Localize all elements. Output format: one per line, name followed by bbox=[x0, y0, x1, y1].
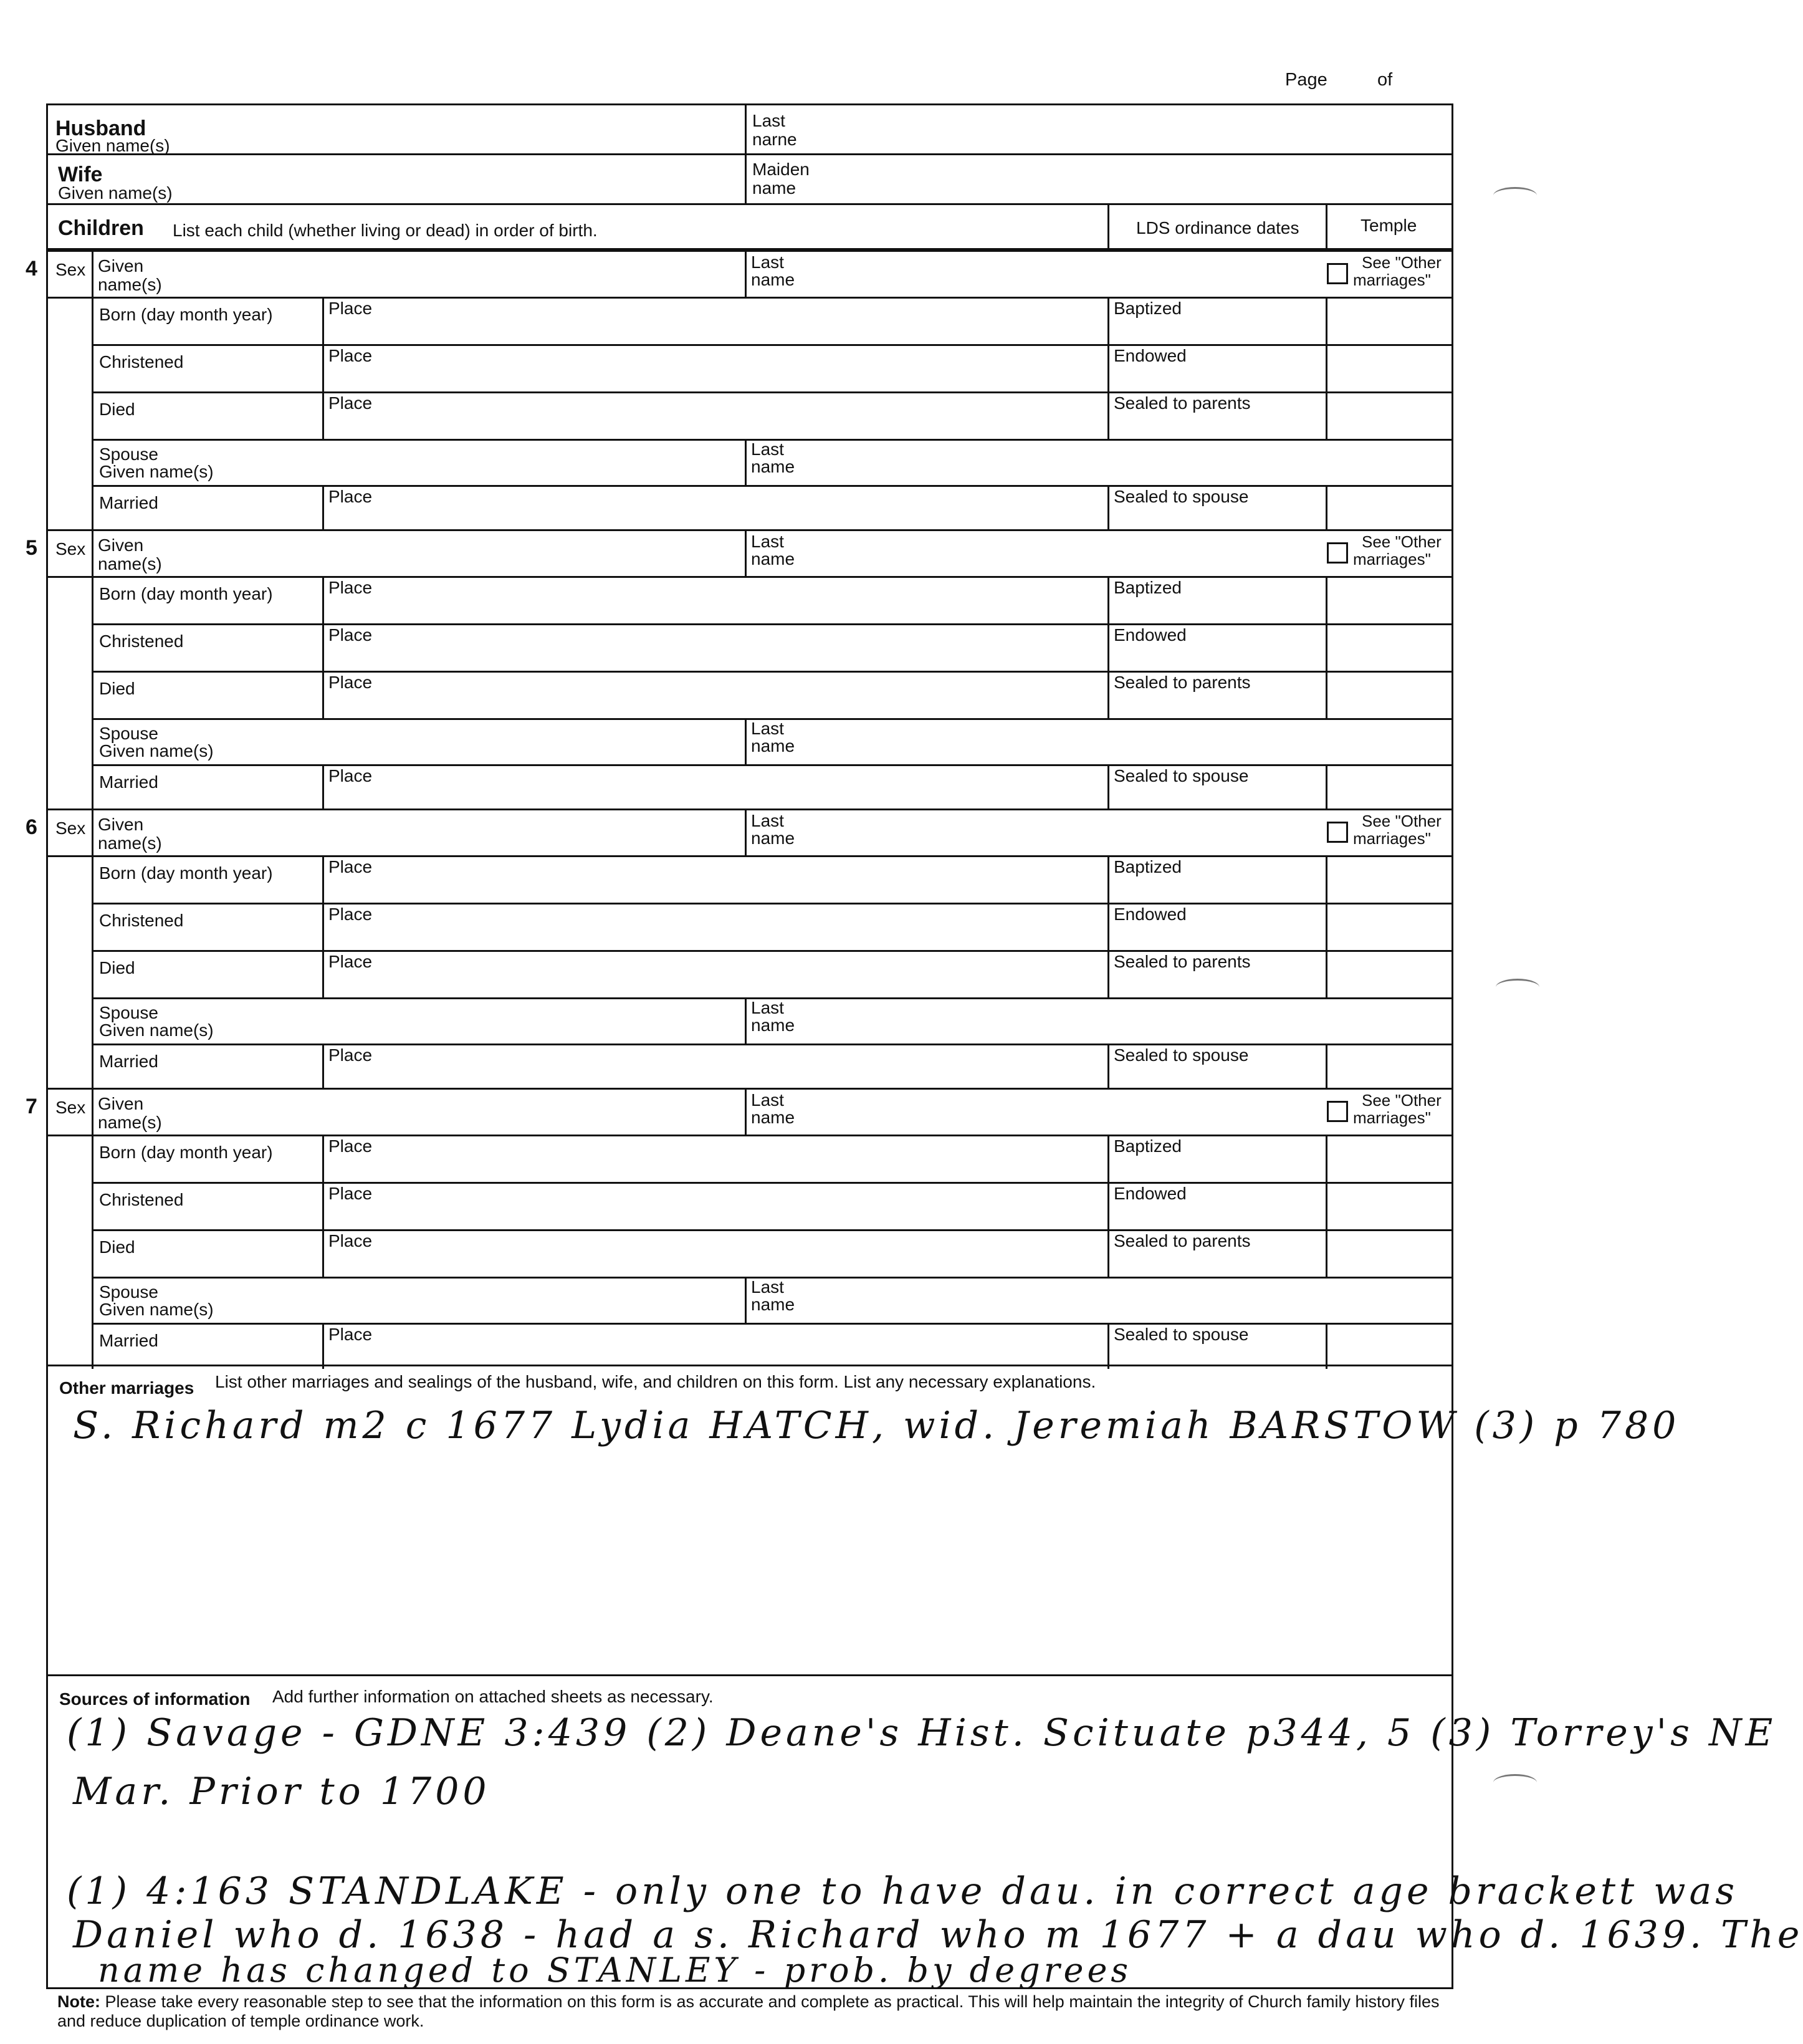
child-last-name-field[interactable] bbox=[748, 810, 1309, 854]
child-number: 4 bbox=[26, 257, 37, 281]
other-marriages-section[interactable] bbox=[48, 1365, 1680, 1676]
last-label: Last bbox=[751, 1090, 784, 1110]
divider bbox=[745, 997, 747, 1044]
name-s-label: name(s) bbox=[98, 275, 162, 294]
baptized-label: Baptized bbox=[1114, 1136, 1182, 1156]
place-label: Place bbox=[328, 1184, 373, 1203]
christened-label: Christened bbox=[99, 631, 184, 651]
divider bbox=[745, 1090, 747, 1135]
temple-field[interactable] bbox=[1328, 673, 1449, 716]
divider bbox=[1326, 903, 1327, 950]
spouse-last-name-field[interactable] bbox=[748, 999, 1447, 1042]
divider bbox=[322, 764, 324, 810]
place-field[interactable] bbox=[325, 673, 1104, 716]
temple-field[interactable] bbox=[1328, 626, 1449, 668]
divider bbox=[1326, 623, 1327, 671]
last-name-label: name bbox=[751, 828, 795, 848]
divider bbox=[1326, 950, 1327, 997]
baptized-label: Baptized bbox=[1114, 857, 1182, 876]
last-name-label: name bbox=[751, 549, 795, 569]
name-s-label: name(s) bbox=[98, 554, 162, 573]
husband-row bbox=[48, 105, 1451, 155]
divider bbox=[1107, 623, 1109, 671]
child-block bbox=[26, 250, 1451, 529]
divider bbox=[48, 576, 93, 578]
baptized-label: Baptized bbox=[1114, 578, 1182, 597]
see-other-label: See "Other bbox=[1362, 253, 1442, 272]
child-last-name-field[interactable] bbox=[748, 252, 1309, 295]
last-label: Last bbox=[751, 811, 784, 830]
child-last-name-field[interactable] bbox=[748, 1090, 1309, 1133]
divider bbox=[92, 623, 1451, 625]
wife-maiden-name-field[interactable] bbox=[749, 155, 1453, 203]
marriages-label: marriages" bbox=[1353, 550, 1431, 569]
see-other-marriages-checkbox[interactable] bbox=[1327, 1101, 1348, 1122]
divider bbox=[48, 1135, 93, 1136]
sex-field[interactable] bbox=[50, 838, 88, 854]
divider bbox=[1326, 1229, 1327, 1277]
temple-field[interactable] bbox=[1328, 858, 1449, 900]
marriages-label: marriages" bbox=[1353, 829, 1431, 848]
spouse-given-name-field[interactable] bbox=[95, 999, 744, 1042]
wife-given-label: Given name(s) bbox=[58, 183, 173, 203]
divider bbox=[92, 344, 1451, 346]
divider bbox=[92, 576, 1451, 578]
last-name-label: name bbox=[751, 270, 795, 289]
place-label: Place bbox=[328, 1136, 373, 1156]
given-label: Given bbox=[98, 815, 144, 834]
sex-field[interactable] bbox=[50, 559, 88, 575]
child-number: 5 bbox=[26, 536, 37, 560]
note-label: Note: bbox=[57, 1992, 100, 2011]
spouse-label: Spouse bbox=[99, 1003, 158, 1022]
children-list bbox=[26, 250, 1451, 1366]
divider bbox=[322, 391, 324, 439]
divider bbox=[322, 623, 324, 671]
place-label: Place bbox=[328, 625, 373, 645]
child-given-name-field[interactable] bbox=[95, 1090, 744, 1133]
spouse-label: Spouse bbox=[99, 1282, 158, 1302]
spouse-last-label: Last bbox=[751, 719, 784, 738]
of-label: of bbox=[1377, 70, 1393, 90]
temple-field[interactable] bbox=[1328, 578, 1449, 621]
christened-label: Christened bbox=[99, 352, 184, 372]
spouse-name-label: name bbox=[751, 1015, 795, 1035]
divider bbox=[322, 903, 324, 950]
given-label: Given bbox=[98, 535, 144, 555]
child-last-name-field[interactable] bbox=[748, 531, 1309, 575]
divider bbox=[1107, 485, 1109, 531]
place-label: Place bbox=[328, 857, 373, 876]
divider bbox=[1107, 297, 1109, 344]
husband-label: Husband bbox=[55, 117, 146, 140]
wife-given-name-field[interactable] bbox=[48, 155, 743, 203]
marriages-label: marriages" bbox=[1353, 271, 1431, 289]
spouse-given-name-field[interactable] bbox=[95, 719, 744, 763]
other-marriages-handwritten-note: S. Richard m2 c 1677 Lydia HATCH, wid. Jeremiah BARSTOW (3) p 780 bbox=[73, 1404, 1680, 1447]
sex-label: Sex bbox=[55, 260, 86, 279]
divider bbox=[1107, 1135, 1109, 1182]
place-field[interactable] bbox=[325, 578, 1104, 621]
husband-name-label: narne bbox=[752, 130, 797, 149]
divider bbox=[322, 1229, 324, 1277]
divider bbox=[92, 297, 1451, 299]
divider bbox=[1107, 950, 1109, 997]
sources-handwritten-line-5: name has changed to STANLEY - prob. by degrees bbox=[98, 1950, 1132, 1990]
temple-field[interactable] bbox=[1328, 1232, 1449, 1274]
other-marriages-label: Other marriages bbox=[59, 1378, 194, 1398]
last-label: Last bbox=[751, 532, 784, 551]
place-field[interactable] bbox=[325, 858, 1104, 900]
wife-maiden-label: Maiden bbox=[752, 160, 810, 179]
divider bbox=[92, 855, 1451, 857]
divider bbox=[1107, 903, 1109, 950]
footer-note bbox=[57, 1992, 1453, 2031]
endowed-label: Endowed bbox=[1114, 1184, 1187, 1203]
wife-name-label: name bbox=[752, 178, 796, 198]
sealed-to-parents-label: Sealed to parents bbox=[1114, 952, 1251, 971]
place-field[interactable] bbox=[325, 626, 1104, 668]
name-s-label: name(s) bbox=[98, 833, 162, 853]
see-other-marriages-checkbox[interactable] bbox=[1327, 542, 1348, 564]
place-field[interactable] bbox=[325, 299, 1104, 342]
divider bbox=[1326, 576, 1327, 623]
see-other-marriages-checkbox[interactable] bbox=[1327, 822, 1348, 843]
baptized-label: Baptized bbox=[1114, 299, 1182, 318]
place-label: Place bbox=[328, 299, 373, 318]
sealed-to-spouse-label: Sealed to spouse bbox=[1114, 766, 1249, 785]
place-label: Place bbox=[328, 487, 373, 506]
divider bbox=[1326, 391, 1327, 439]
sealed-to-parents-label: Sealed to parents bbox=[1114, 1231, 1251, 1250]
sealed-to-spouse-label: Sealed to spouse bbox=[1114, 487, 1249, 506]
sealed-to-spouse-label: Sealed to spouse bbox=[1114, 1325, 1249, 1344]
place-field[interactable] bbox=[325, 1184, 1104, 1227]
punch-hole-mark bbox=[1496, 979, 1539, 996]
divider bbox=[1107, 1229, 1109, 1277]
married-place-field[interactable] bbox=[325, 767, 1104, 808]
child-given-name-field[interactable] bbox=[95, 252, 744, 295]
place-field[interactable] bbox=[325, 905, 1104, 948]
place-label: Place bbox=[328, 673, 373, 692]
husband-given-label: Given name(s) bbox=[55, 136, 170, 155]
divider bbox=[322, 576, 324, 623]
endowed-label: Endowed bbox=[1114, 625, 1187, 645]
christened-label: Christened bbox=[99, 1190, 184, 1209]
divider bbox=[322, 344, 324, 391]
divider bbox=[92, 1135, 1451, 1136]
sources-handwritten-line-3: (1) 4:163 STANDLAKE - only one to have dau. in correct age brackett was bbox=[67, 1869, 1739, 1913]
divider bbox=[92, 903, 1451, 904]
place-label: Place bbox=[328, 393, 373, 413]
divider bbox=[92, 1182, 1451, 1184]
born-label: Born (day month year) bbox=[99, 1143, 273, 1162]
sex-label: Sex bbox=[55, 539, 86, 559]
divider bbox=[1326, 1182, 1327, 1229]
spouse-last-name-field[interactable] bbox=[748, 440, 1447, 484]
divider bbox=[745, 810, 747, 855]
see-other-label: See "Other bbox=[1362, 532, 1442, 551]
wife-row bbox=[48, 155, 1451, 205]
place-label: Place bbox=[328, 578, 373, 597]
divider bbox=[1107, 1323, 1109, 1369]
temple-field[interactable] bbox=[1328, 1325, 1449, 1366]
temple-field[interactable] bbox=[1328, 905, 1449, 948]
sex-label: Sex bbox=[55, 818, 86, 838]
child-given-name-field[interactable] bbox=[95, 810, 744, 854]
children-label: Children bbox=[58, 216, 144, 240]
died-label: Died bbox=[99, 958, 135, 977]
divider bbox=[1107, 855, 1109, 903]
endowed-label: Endowed bbox=[1114, 904, 1187, 924]
divider bbox=[322, 1135, 324, 1182]
given-label: Given bbox=[98, 256, 144, 276]
born-label: Born (day month year) bbox=[99, 584, 273, 603]
divider bbox=[1107, 671, 1109, 718]
married-label: Married bbox=[99, 1331, 158, 1350]
husband-given-name-field[interactable] bbox=[48, 105, 743, 153]
divider bbox=[745, 252, 747, 297]
temple-field[interactable] bbox=[1328, 1184, 1449, 1227]
sources-handwritten-line-4: Daniel who d. 1638 - had a s. Richard who m 1677 + a dau who d. 1639. The bbox=[73, 1913, 1803, 1957]
wife-label: Wife bbox=[58, 163, 103, 186]
died-label: Died bbox=[99, 1237, 135, 1257]
spouse-label: Spouse bbox=[99, 724, 158, 743]
page-label: Page bbox=[1285, 70, 1327, 90]
divider bbox=[322, 671, 324, 718]
divider bbox=[745, 718, 747, 764]
married-place-field[interactable] bbox=[325, 1325, 1104, 1366]
child-given-name-field[interactable] bbox=[95, 531, 744, 575]
spouse-given-label: Given name(s) bbox=[99, 1300, 214, 1319]
divider bbox=[322, 950, 324, 997]
sex-label: Sex bbox=[55, 1098, 86, 1117]
lds-ordinance-dates-label: LDS ordinance dates bbox=[1136, 218, 1299, 238]
temple-field[interactable] bbox=[1328, 394, 1449, 436]
divider bbox=[1326, 1044, 1327, 1090]
spouse-last-label: Last bbox=[751, 1277, 784, 1297]
given-label: Given bbox=[98, 1094, 144, 1113]
child-number: 7 bbox=[26, 1095, 37, 1118]
died-label: Died bbox=[99, 400, 135, 419]
divider bbox=[1326, 297, 1327, 344]
sex-field[interactable] bbox=[50, 279, 88, 295]
married-place-field[interactable] bbox=[325, 1046, 1104, 1087]
sex-field[interactable] bbox=[50, 1117, 88, 1133]
spouse-name-label: name bbox=[751, 1295, 795, 1314]
children-header-row bbox=[48, 205, 1451, 250]
born-label: Born (day month year) bbox=[99, 863, 273, 883]
place-field[interactable] bbox=[325, 1232, 1104, 1274]
sources-handwritten-line-2: Mar. Prior to 1700 bbox=[73, 1770, 490, 1813]
place-label: Place bbox=[328, 1045, 373, 1065]
spouse-given-name-field[interactable] bbox=[95, 1278, 744, 1322]
last-name-label: name bbox=[751, 1108, 795, 1127]
divider bbox=[1326, 764, 1327, 810]
divider bbox=[1326, 344, 1327, 391]
place-label: Place bbox=[328, 1231, 373, 1250]
divider bbox=[745, 1277, 747, 1323]
spouse-name-label: name bbox=[751, 457, 795, 476]
child-number: 6 bbox=[26, 815, 37, 839]
died-label: Died bbox=[99, 679, 135, 698]
note-text: Please take every reasonable step to see that the information on this form is as accurate and complete as practical. This will help maintain the integrity of Church family history files and reduce duplication of temple ordinance work. bbox=[57, 1992, 1440, 2030]
spouse-label: Spouse bbox=[99, 444, 158, 464]
divider bbox=[1326, 855, 1327, 903]
born-label: Born (day month year) bbox=[99, 305, 273, 324]
divider bbox=[322, 485, 324, 531]
married-label: Married bbox=[99, 772, 158, 792]
married-label: Married bbox=[99, 1052, 158, 1071]
name-s-label: name(s) bbox=[98, 1113, 162, 1132]
temple-field[interactable] bbox=[1328, 347, 1449, 389]
temple-field[interactable] bbox=[1328, 487, 1449, 529]
temple-field[interactable] bbox=[1328, 952, 1449, 995]
spouse-given-label: Given name(s) bbox=[99, 1020, 214, 1040]
punch-hole-mark bbox=[1493, 187, 1537, 204]
child-block bbox=[26, 808, 1451, 1088]
other-marriages-instruction: List other marriages and sealings of the husband, wife, and children on this form. List any necessary explanations. bbox=[215, 1372, 1096, 1391]
place-label: Place bbox=[328, 952, 373, 971]
spouse-last-name-field[interactable] bbox=[748, 719, 1447, 763]
divider bbox=[745, 439, 747, 485]
place-field[interactable] bbox=[325, 952, 1104, 995]
spouse-given-label: Given name(s) bbox=[99, 462, 214, 481]
divider bbox=[1326, 1135, 1327, 1182]
endowed-label: Endowed bbox=[1114, 346, 1187, 365]
divider bbox=[745, 531, 747, 576]
sources-instruction: Add further information on attached sheets as necessary. bbox=[272, 1687, 714, 1706]
divider bbox=[1326, 671, 1327, 718]
sources-section[interactable] bbox=[48, 1676, 1803, 1990]
sealed-to-parents-label: Sealed to parents bbox=[1114, 673, 1251, 692]
see-other-label: See "Other bbox=[1362, 1091, 1442, 1110]
sealed-to-spouse-label: Sealed to spouse bbox=[1114, 1045, 1249, 1065]
divider bbox=[1107, 1044, 1109, 1090]
divider bbox=[1107, 764, 1109, 810]
divider bbox=[1326, 485, 1327, 531]
temple-field[interactable] bbox=[1328, 767, 1449, 808]
married-place-field[interactable] bbox=[325, 487, 1104, 529]
place-label: Place bbox=[328, 346, 373, 365]
divider bbox=[322, 1182, 324, 1229]
sealed-to-parents-label: Sealed to parents bbox=[1114, 393, 1251, 413]
child-block bbox=[26, 1088, 1451, 1367]
temple-field[interactable] bbox=[1328, 1137, 1449, 1179]
married-label: Married bbox=[99, 493, 158, 512]
divider bbox=[1107, 391, 1109, 439]
spouse-given-name-field[interactable] bbox=[95, 440, 744, 484]
temple-field[interactable] bbox=[1328, 299, 1449, 342]
christened-label: Christened bbox=[99, 911, 184, 930]
divider bbox=[48, 855, 93, 857]
divider bbox=[322, 855, 324, 903]
divider bbox=[1107, 576, 1109, 623]
spouse-last-name-field[interactable] bbox=[748, 1278, 1447, 1322]
place-field[interactable] bbox=[325, 394, 1104, 436]
temple-field[interactable] bbox=[1328, 1046, 1449, 1087]
sources-label: Sources of information bbox=[59, 1689, 251, 1709]
spouse-name-label: name bbox=[751, 736, 795, 756]
family-group-form bbox=[26, 103, 1803, 1990]
child-block bbox=[26, 529, 1451, 808]
spouse-last-label: Last bbox=[751, 439, 784, 459]
divider bbox=[1107, 344, 1109, 391]
divider bbox=[1107, 1182, 1109, 1229]
husband-last-label: Last bbox=[752, 111, 785, 130]
punch-hole-mark bbox=[1493, 1774, 1537, 1791]
divider bbox=[322, 297, 324, 344]
place-label: Place bbox=[328, 904, 373, 924]
children-instruction: List each child (whether living or dead) in order of birth. bbox=[173, 221, 598, 240]
place-label: Place bbox=[328, 1325, 373, 1344]
divider bbox=[1326, 1323, 1327, 1369]
spouse-last-label: Last bbox=[751, 998, 784, 1017]
place-field[interactable] bbox=[325, 1137, 1104, 1179]
sources-handwritten-line-1: (1) Savage - GDNE 3:439 (2) Deane's Hist. Scituate p344, 5 (3) Torrey's NE bbox=[67, 1711, 1777, 1755]
divider bbox=[322, 1323, 324, 1369]
last-label: Last bbox=[751, 252, 784, 272]
divider bbox=[322, 1044, 324, 1090]
marriages-label: marriages" bbox=[1353, 1108, 1431, 1127]
see-other-marriages-checkbox[interactable] bbox=[1327, 263, 1348, 284]
spouse-given-label: Given name(s) bbox=[99, 741, 214, 761]
divider bbox=[48, 297, 93, 299]
husband-last-name-field[interactable] bbox=[749, 105, 1453, 153]
place-field[interactable] bbox=[325, 347, 1104, 389]
see-other-label: See "Other bbox=[1362, 812, 1442, 830]
temple-label: Temple bbox=[1361, 216, 1417, 235]
place-label: Place bbox=[328, 766, 373, 785]
